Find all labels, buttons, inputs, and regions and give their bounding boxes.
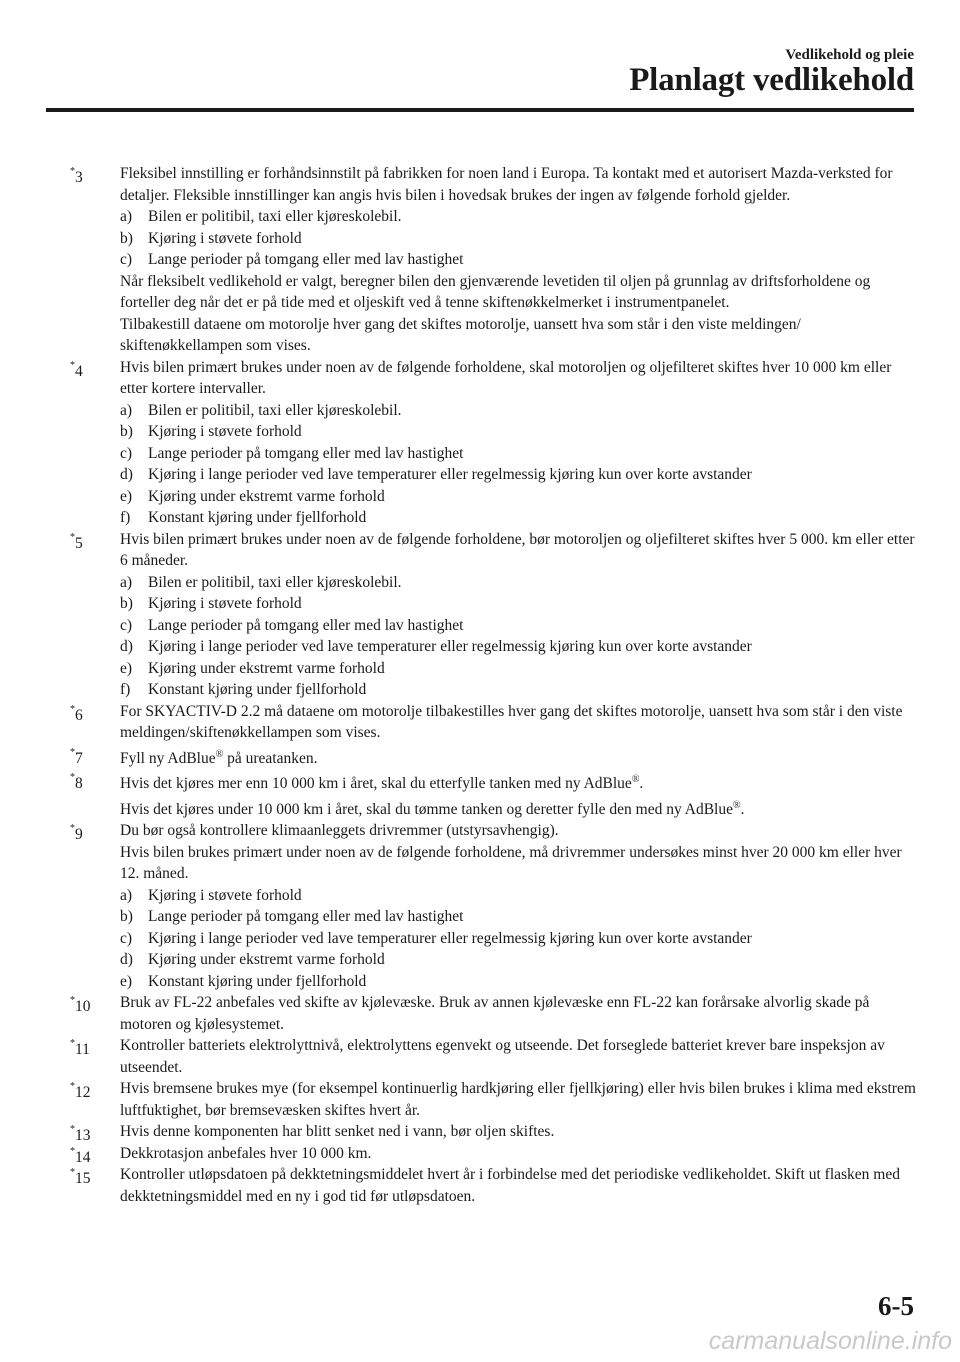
list-marker: d) [120,466,133,483]
footnote-number [70,357,83,383]
footnote-star: * [70,995,75,1007]
footnote-number [70,1078,91,1104]
list-marker: f) [120,681,131,698]
footnote-paragraph [120,842,916,885]
footnote [70,1121,916,1143]
footnote-star: * [70,531,75,543]
footnote [70,1143,916,1165]
footnote-number [70,529,83,555]
footnote-number-text: 13 [75,1127,91,1145]
condition-list-item [120,906,916,928]
footnote-paragraph [120,820,916,842]
list-item-text: Kjøring i støvete forhold [148,886,302,904]
footnote-number [70,1164,91,1190]
footnote [70,1078,916,1121]
page-title: Planlagt vedlikehold [629,62,914,98]
footnote-number-text: 9 [75,826,83,844]
condition-list-item [120,400,916,422]
footnote-number-text: 14 [75,1149,91,1167]
list-marker: d) [120,638,133,655]
footnote-star: * [70,772,75,784]
list-item-text: Bilen er politibil, taxi eller kjøreskolebil. [148,208,402,225]
paragraph-text: Hvis bilen primært brukes under noen av de følgende forholdene, bør motoroljen og oljefilteret skiftes hver 5 000. km eller etter 6 måneder. [120,530,915,569]
footnote-number-text: 5 [75,534,83,552]
list-item-text: Konstant kjøring under fjellforhold [148,509,367,526]
footnote [70,529,916,701]
footnote-paragraph [120,744,916,770]
footnote-number-text: 3 [75,169,83,187]
footnote [70,1035,916,1078]
footnote-number [70,820,83,846]
footnote [70,1164,916,1207]
footnote-number [70,1035,90,1061]
footnote-number [70,744,83,770]
list-marker: c) [120,444,133,462]
paragraph-text: For SKYACTIV-D 2.2 må dataene om motorolje tilbakestilles hver gang det skiftes motorolje, uansett hva som står i den viste meldingen/skiftenøkkellampen som vises. [120,702,903,741]
list-marker: b) [120,595,133,612]
paragraph-text: Hvis det kjøres under 10 000 km i året, skal du tømme tanken og deretter fylle den med ny AdBlue [120,800,733,818]
condition-list-item [120,206,916,228]
list-marker: c) [120,616,133,634]
list-marker: e) [120,659,133,677]
list-marker: a) [120,208,133,225]
footnote-number [70,769,83,795]
condition-list-item [120,464,916,486]
footnote-paragraph [120,1121,916,1143]
list-marker: b) [120,908,133,926]
footnote-star: * [70,1145,75,1157]
condition-list-item [120,885,916,907]
list-item-text: Lange perioder på tomgang eller med lav hastighet [148,251,464,268]
list-marker: e) [120,487,133,505]
condition-list-item [120,928,916,950]
header-divider [46,108,914,112]
paragraph-text: Hvis det kjøres mer enn 10 000 km i året, skal du etterfylle tanken med ny AdBlue [120,775,632,793]
footnote-paragraph [120,271,916,314]
list-item-text: Konstant kjøring under fjellforhold [148,681,367,698]
footnote-number-text: 4 [75,362,83,380]
footnote-number [70,701,83,727]
footnote-number-text: 12 [75,1084,91,1102]
footnote-star: * [70,823,75,835]
footnote [70,357,916,529]
list-marker: b) [120,229,133,247]
paragraph-text: Kontroller batteriets elektrolyttnivå, elektrolyttens egenvekt og utseende. Det forseglede batteriet krever bare inspeksjon av utseendet. [120,1037,885,1076]
footnote-paragraph [120,163,916,206]
paragraph-text-tail: på ureatanken. [223,749,318,767]
footnote-paragraph [120,1078,916,1121]
list-item-text: Kjøring under ekstremt varme forhold [148,951,385,969]
footnote-list [70,163,916,1207]
footnote-paragraph [120,992,916,1035]
footnote-star: * [70,1167,75,1179]
list-marker: e) [120,972,133,990]
list-item-text: Kjøring i støvete forhold [148,229,302,247]
condition-list-item [120,658,916,680]
footnote-star: * [70,359,75,371]
footnote-paragraph [120,1143,916,1165]
footnote-paragraph [120,357,916,400]
paragraph-text-tail: . [740,800,745,818]
footnote [70,820,916,992]
list-item-text: Kjøring i støvete forhold [148,423,302,440]
footnote [70,744,916,770]
footnote-paragraph [120,701,916,744]
paragraph-text: Bruk av FL-22 anbefales ved skifte av kjølevæske. Bruk av annen kjølevæske enn FL-22 kan forårsake alvorlig skade på motoren og kjølesystemet. [120,994,870,1033]
list-marker: d) [120,951,133,969]
list-item-text: Bilen er politibil, taxi eller kjøreskolebil. [148,401,402,419]
footnote-star: * [70,166,75,177]
footnote-star: * [70,1081,75,1093]
list-marker: b) [120,423,133,440]
list-item-text: Kjøring i lange perioder ved lave temperaturer eller regelmessig kjøring kun over korte avstander [148,466,752,483]
footnote-number-text: 6 [75,706,83,724]
paragraph-text: Hvis bilen primært brukes under noen av de følgende forholdene, skal motoroljen og oljefilteret skiftes hver 10 000 km eller etter kortere intervaller. [120,358,892,397]
footnote [70,769,916,820]
list-item-text: Lange perioder på tomgang eller med lav hastighet [148,616,464,634]
footnote-number-text: 15 [75,1170,91,1188]
condition-list-item [120,593,916,615]
list-item-text: Kjøring i lange perioder ved lave temperaturer eller regelmessig kjøring kun over korte avstander [148,638,752,655]
footnote [70,701,916,744]
footnote [70,992,916,1035]
list-marker: a) [120,573,133,591]
list-marker: c) [120,929,133,947]
paragraph-text: Fleksibel innstilling er forhåndsinnstilt på fabrikken for noen land i Europa. Ta kontakt med et autorisert Mazda-verksted for detaljer. Fleksible innstillinger kan angis hvis bilen i hovedsak brukes der ingen av følgende forhold gjelder. [120,165,893,204]
list-item-text: Kjøring under ekstremt varme forhold [148,659,385,677]
condition-list-item [120,443,916,465]
paragraph-text: Hvis denne komponenten har blitt senket ned i vann, bør oljen skiftes. [120,1123,555,1141]
footnote-number-text: 8 [75,775,83,793]
list-marker: f) [120,509,131,526]
footnote-star: * [70,746,75,758]
watermark: carmanualsonline.info [708,1327,952,1355]
list-item-text: Kjøring i støvete forhold [148,595,302,612]
paragraph-text: Tilbakestill dataene om motorolje hver gang det skiftes motorolje, uansett hva som står i den viste meldingen/ skiftenøkkellampen som vises. [120,315,801,354]
condition-list-item [120,615,916,637]
condition-list-item [120,249,916,271]
page-number: 6-5 [878,1291,914,1321]
footnote-paragraph [120,529,916,572]
condition-list-item [120,421,916,443]
footnote-paragraph [120,795,916,821]
footnote-paragraph [120,769,916,795]
footnote-number-text: 11 [75,1041,90,1059]
footnote-number [70,163,83,189]
list-item-text: Lange perioder på tomgang eller med lav hastighet [148,908,464,926]
paragraph-text-tail: . [639,775,644,793]
condition-list-item [120,636,916,658]
footnote-star: * [70,703,75,715]
footnote [70,163,916,357]
registered-mark: ® [215,748,224,760]
list-item-text: Bilen er politibil, taxi eller kjøreskolebil. [148,573,402,591]
footnote-paragraph [120,314,916,357]
paragraph-text: Kontroller utløpsdatoen på dekktetningsmiddelet hvert år i forbindelse med det periodiske vedlikeholdet. Skift ut flasken med dekktetningsmiddel med en ny i god tid før utløpsdatoen. [120,1166,900,1205]
list-item-text: Konstant kjøring under fjellforhold [148,972,367,990]
condition-list-item [120,228,916,250]
footnote-number-text: 10 [75,998,91,1016]
paragraph-text: Når fleksibelt vedlikehold er valgt, beregner bilen den gjenværende levetiden til oljen på grunnlag av driftsforholdene og forteller deg når det er på tide med et oljeskift ved å tenne skiftenøkkelmerket i instrumentpanelet. [120,272,871,311]
footnote-number-text: 7 [75,749,83,767]
list-marker: a) [120,886,133,904]
condition-list-item [120,572,916,594]
condition-list-item [120,971,916,993]
header-section-label: Vedlikehold og pleie [785,47,914,63]
registered-mark: ® [732,799,741,811]
list-item-text: Kjøring under ekstremt varme forhold [148,487,385,505]
list-marker: c) [120,251,133,268]
footnote-star: * [70,1038,75,1050]
condition-list-item [120,679,916,701]
footnote-paragraph [120,1164,916,1207]
list-item-text: Kjøring i lange perioder ved lave temperaturer eller regelmessig kjøring kun over korte avstander [148,929,752,947]
condition-list-item [120,949,916,971]
condition-list-item [120,486,916,508]
list-marker: a) [120,401,133,419]
paragraph-text: Hvis bremsene brukes mye (for eksempel kontinuerlig hardkjøring eller fjellkjøring) eller hvis bilen brukes i klima med ekstrem luftfuktighet, bør bremsevæsken skiftes hvert år. [120,1080,916,1119]
footnote-paragraph [120,1035,916,1078]
list-item-text: Lange perioder på tomgang eller med lav hastighet [148,444,464,462]
registered-mark: ® [631,774,640,786]
footnote-number [70,992,91,1018]
paragraph-text: Du bør også kontrollere klimaanleggets drivremmer (utstyrsavhengig). [120,822,559,840]
paragraph-text: Fyll ny AdBlue [120,749,216,767]
footnote-star: * [70,1124,75,1136]
paragraph-text: Dekkrotasjon anbefales hver 10 000 km. [120,1144,372,1162]
condition-list-item [120,507,916,529]
paragraph-text: Hvis bilen brukes primært under noen av de følgende forholdene, må drivremmer undersøkes minst hver 20 000 km eller hver 12. måned. [120,843,902,883]
